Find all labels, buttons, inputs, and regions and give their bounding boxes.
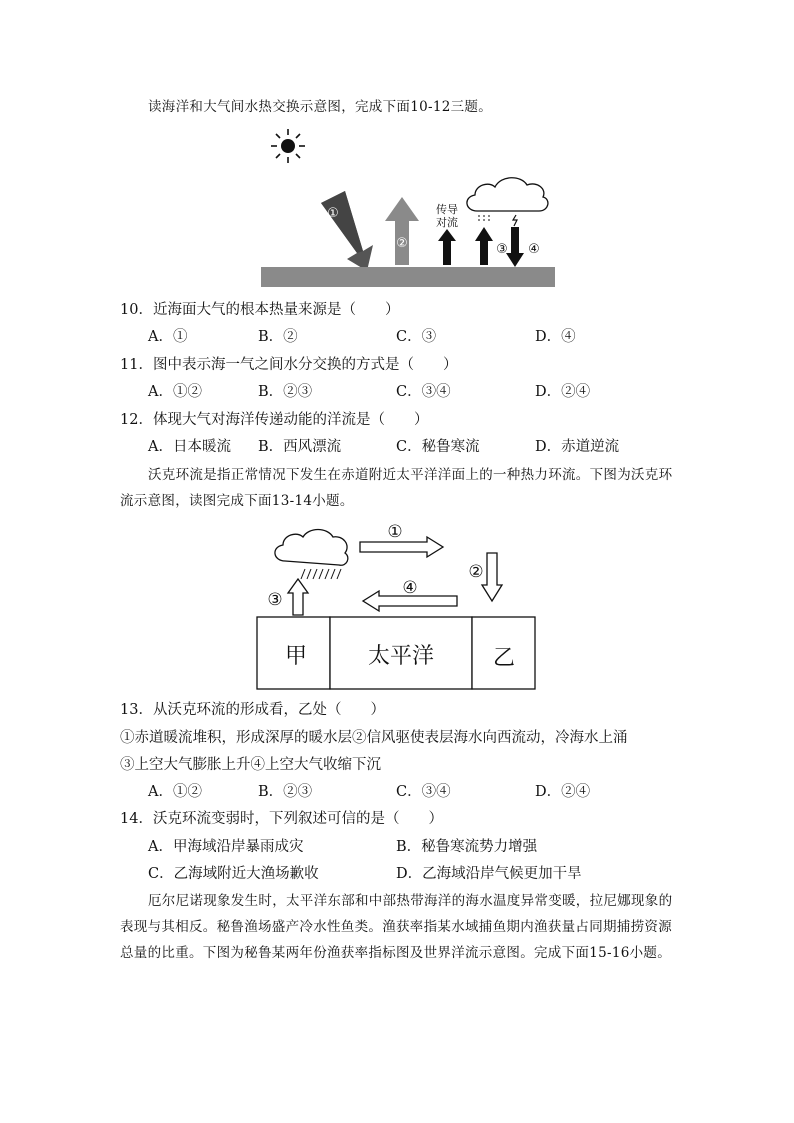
arrow-1-label: ①: [387, 522, 403, 542]
sun-icon: [271, 129, 305, 163]
arrow-2-descending: [482, 553, 502, 601]
q12-option-a[interactable]: A．日本暖流: [148, 439, 231, 455]
arrow-3-ascending: [288, 579, 308, 615]
intro-13-14-line2: 流示意图，读图完成下面13-14小题。: [120, 493, 354, 509]
box-pacific-label: 太平洋: [367, 644, 435, 669]
q14-option-d[interactable]: D．乙海域沿岸气候更加干旱: [396, 866, 582, 882]
intro-10-12: 读海洋和大气间水热交换示意图，完成下面10-12三题。: [148, 99, 493, 115]
question-12: 12．体现大气对海洋传递动能的洋流是（ ）: [120, 412, 429, 428]
box-jia-label: 甲: [284, 644, 308, 669]
q12-option-d[interactable]: D．赤道逆流: [535, 439, 620, 455]
figure-walker-circulation: [255, 515, 540, 693]
rain-cloud-icon: [275, 530, 348, 580]
arrow-2-ocean-radiation: [385, 197, 419, 265]
conduction-label-line2: 对流: [436, 216, 458, 229]
arrow-1-label: ①: [327, 206, 339, 221]
arrow-4-label: ④: [528, 242, 540, 257]
question-11: 11．图中表示海一气之间水分交换的方式是（ ）: [120, 357, 458, 373]
q10-option-b[interactable]: B．②: [258, 329, 298, 345]
arrow-1-solar-radiation: [321, 191, 373, 271]
q14-option-a[interactable]: A．甲海域沿岸暴雨成灾: [148, 839, 304, 855]
figure-heat-exchange: [255, 125, 565, 295]
cloud-icon: [467, 178, 548, 226]
q12-option-b[interactable]: B．西风漂流: [258, 439, 342, 455]
q11-option-a[interactable]: A．①②: [148, 384, 202, 400]
intro-15-16-line1: 厄尔尼诺现象发生时，太平洋东部和中部热带海洋的海水温度异常变暖，拉尼娜现象的: [148, 893, 673, 909]
q13-option-a[interactable]: A．①②: [148, 784, 202, 800]
arrow-4-label: ④: [402, 578, 418, 598]
q11-option-d[interactable]: D．②④: [535, 384, 591, 400]
q10-option-a[interactable]: A．①: [148, 329, 188, 345]
arrow-3-evaporation: [475, 227, 493, 265]
q10-option-c[interactable]: C．③: [396, 329, 437, 345]
box-yi-label: 乙: [492, 646, 516, 671]
q13-option-d[interactable]: D．②④: [535, 784, 591, 800]
intro-13-14-line1: 沃克环流是指正常情况下发生在赤道附近太平洋洋面上的一种热力环流。下图为沃克环: [148, 467, 673, 483]
arrow-3-label: ③: [496, 242, 508, 257]
arrow-3-label: ③: [267, 590, 283, 610]
intro-15-16-line3: 总量的比重。下图为秘鲁某两年份渔获率指标图及世界洋流示意图。完成下面15-16小题。: [120, 945, 672, 961]
arrow-2-label: ②: [396, 236, 408, 251]
ocean-surface: [261, 267, 555, 287]
conduction-label-line1: 传导: [436, 203, 458, 216]
question-10: 10．近海面大气的根本热量来源是（ ）: [120, 302, 400, 318]
q13-statements-3-4: ③上空大气膨胀上升④上空大气收缩下沉: [120, 757, 381, 773]
q13-option-c[interactable]: C．③④: [396, 784, 451, 800]
q12-option-c[interactable]: C．秘鲁寒流: [396, 439, 480, 455]
intro-15-16-line2: 表现与其相反。秘鲁渔场盛产冷水性鱼类。渔获率指某水域捕鱼期内渔获量占同期捕捞资源: [120, 919, 672, 935]
q13-statements-1-2: ①赤道暖流堆积，形成深厚的暖水层②信风驱使表层海水向西流动，冷海水上涌: [120, 730, 628, 746]
q14-option-c[interactable]: C．乙海域附近大渔场歉收: [148, 866, 319, 882]
arrow-conduction-convection: [438, 229, 456, 265]
q14-option-b[interactable]: B．秘鲁寒流势力增强: [396, 839, 538, 855]
question-14: 14．沃克环流变弱时，下列叙述可信的是（ ）: [120, 811, 443, 827]
q10-option-d[interactable]: D．④: [535, 329, 576, 345]
arrow-2-label: ②: [468, 562, 484, 582]
q11-option-b[interactable]: B．②③: [258, 384, 313, 400]
question-13: 13．从沃克环流的形成看，乙处（ ）: [120, 702, 385, 718]
q11-option-c[interactable]: C．③④: [396, 384, 451, 400]
arrow-4-precipitation: [506, 227, 524, 267]
q13-option-b[interactable]: B．②③: [258, 784, 313, 800]
